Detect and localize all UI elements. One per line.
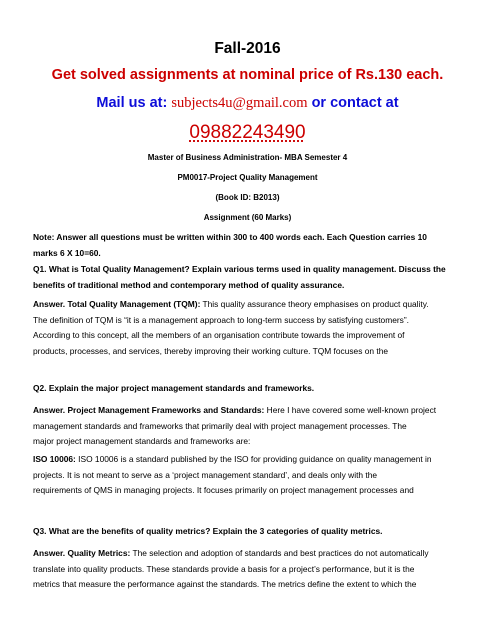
course-title: PM0017-Project Quality Management — [177, 173, 318, 182]
q2-answer-line: Answer. Project Management Frameworks and Standards: Here I have covered some well-known project — [33, 405, 437, 415]
q2-iso-paragraph — [33, 452, 461, 499]
q1-answer-line: products, processes, and services, thereby improving their working culture. TQM focuses on the — [33, 345, 389, 356]
mail-suffix: or contact at — [311, 95, 399, 111]
q1-question — [33, 262, 461, 293]
q1-answer-line: The definition of TQM is “it is a management approach to long-term success by satisfying customers”. — [33, 314, 409, 325]
q3-answer — [33, 546, 461, 593]
book-id: (Book ID: B2013) — [215, 193, 280, 202]
q2-answer-line: major project management standards and frameworks are: — [33, 436, 251, 446]
assignment-marks: Assignment (60 Marks) — [203, 213, 292, 222]
q2-iso-line: ISO 10006: ISO 10006 is a standard published by the ISO for providing guidance on quality management in — [33, 454, 432, 464]
program-title: Master of Business Administration- MBA Semester 4 — [147, 153, 348, 162]
phone-text[interactable]: 09882243490 — [189, 122, 306, 143]
q3-answer-line: translate into quality products. These standards provide a basis for a project’s performance, but it is the — [33, 563, 415, 574]
q3-question: Q3. What are the benefits of quality metrics? Explain the 3 categories of quality metrics. — [33, 526, 383, 536]
q1-answer — [33, 297, 461, 359]
phone-number — [0, 122, 495, 144]
q3-answer-label: Answer. Quality Metrics: — [33, 548, 131, 558]
q1-answer-line: According to this concept, all the members of an organisation contribute towards the improvement of — [33, 330, 405, 340]
iso-label: ISO 10006: — [33, 454, 76, 464]
q2-iso-line: projects. It is not meant to serve as a ‘project management standard’, and deals only with the — [33, 469, 378, 480]
note-paragraph — [33, 230, 461, 261]
q2-iso-line: requirements of QMS in managing projects. It focuses primarily on project management processes and — [33, 485, 414, 495]
q1-answer-label: Answer. Total Quality Management (TQM): — [33, 299, 201, 309]
email-link[interactable]: subjects4u@gmail.com — [171, 95, 308, 111]
q3-answer-line: Answer. Quality Metrics: The selection and adoption of standards and best practices do not automatically — [33, 548, 429, 558]
q1-line: Q1. What is Total Quality Management? Explain various terms used in quality management. Discuss the — [33, 264, 446, 274]
note-line: Note: Answer all questions must be written within 300 to 400 words each. Each Question carries 10 — [33, 232, 427, 242]
q3-answer-line: metrics that measure the performance against the standards. The metrics define the extent to which the — [33, 579, 417, 589]
note-line: marks 6 X 10=60. — [33, 247, 101, 258]
q1-line: benefits of traditional method and contemporary method of quality assurance. — [33, 279, 345, 290]
q2-answer — [33, 403, 461, 450]
mail-line — [0, 95, 495, 112]
q2-answer-line: management standards and frameworks that primarily deal with project management processes. The — [33, 420, 407, 431]
promo-heading: Get solved assignments at nominal price of Rs.130 each. — [51, 67, 444, 83]
q2-question: Q2. Explain the major project management standards and frameworks. — [33, 383, 315, 393]
semester-heading: Fall-2016 — [214, 40, 281, 57]
mail-prefix: Mail us at: — [96, 95, 168, 111]
q2-answer-label: Answer. Project Management Frameworks and Standards: — [33, 405, 265, 415]
q1-answer-line: Answer. Total Quality Management (TQM): This quality assurance theory emphasises on product quality. — [33, 299, 429, 309]
